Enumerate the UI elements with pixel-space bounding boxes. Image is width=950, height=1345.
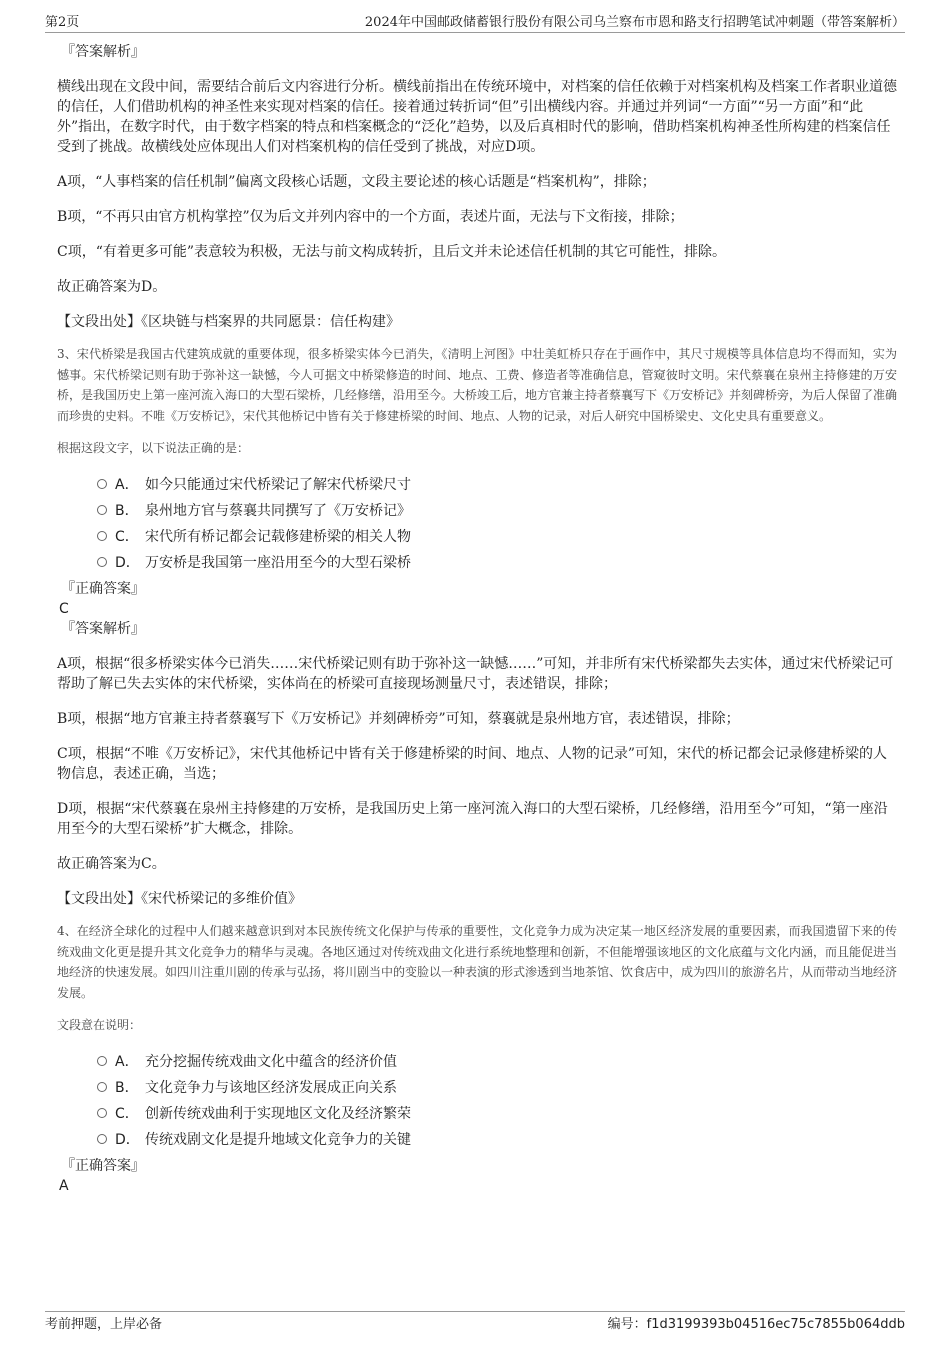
option-a[interactable]: A． 充分挖掘传统戏曲文化中蕴含的经济价值	[97, 1052, 897, 1078]
answer-label: 『正确答案』	[61, 1158, 145, 1174]
radio-button[interactable]	[97, 1082, 107, 1092]
page-content	[57, 42, 897, 1196]
option-b-analysis: B项，根据“地方官兼主持者蔡襄写下《万安桥记》并刻碑桥旁”可知，蔡襄就是泉州地方官，表述错误，排除；	[57, 711, 740, 727]
question-4-options	[57, 1052, 897, 1156]
conclusion: 故正确答案为C。	[57, 856, 166, 872]
option-c[interactable]: C． 宋代所有桥记都会记载修建桥梁的相关人物	[97, 527, 897, 553]
option-c-analysis: C项，根据“不唯《万安桥记》，宋代其他桥记中皆有关于修建桥梁的时间、地点、人物的记录”可知，宋代的桥记都会记录修建桥梁的人物信息，表述正确，当选；	[57, 746, 888, 782]
page-footer	[45, 1311, 905, 1334]
option-b-analysis: B项，“不再只由官方机构掌控”仅为后文并列内容中的一个方面，表述片面，无法与下文衔接，排除；	[57, 209, 684, 225]
question-3-options	[57, 475, 897, 579]
page-number: 第2页	[45, 15, 80, 30]
radio-button[interactable]	[97, 505, 107, 515]
radio-button[interactable]	[97, 531, 107, 541]
option-a-analysis: A项，根据“很多桥梁实体今已消失……宋代桥梁记则有助于弥补这一缺憾……”可知，并非所有宋代桥梁都失去实体，通过宋代桥梁记可帮助了解已失去实体的宋代桥梁，实体尚在的桥梁可直接现场测量尺寸，表述错误，排除；	[57, 656, 894, 692]
source-citation: 【文段出处】《宋代桥梁记的多维价值》	[57, 891, 302, 907]
radio-button[interactable]	[97, 557, 107, 567]
correct-answer: C	[59, 601, 69, 617]
radio-button[interactable]	[97, 479, 107, 489]
document-code: 编号：f1d3199393b04516ec75c7855b064ddb	[607, 1317, 905, 1332]
option-a[interactable]: A． 如今只能通过宋代桥梁记了解宋代桥梁尺寸	[97, 475, 897, 501]
option-c-analysis: C项，“有着更多可能”表意较为积极，无法与前文构成转折，且后文并未论述信任机制的其它可能性，排除。	[57, 244, 727, 260]
option-c[interactable]: C． 创新传统戏曲利于实现地区文化及经济繁荣	[97, 1104, 897, 1130]
analysis-paragraph: 横线出现在文段中间，需要结合前后文内容进行分析。横线前指出在传统环境中，对档案的信任依赖于对档案机构及档案工作者职业道德的信任，人们借助机构的神圣性来实现对档案的信任。接着通过转折词“但”引出横线内容。并通过并列词“一方面”“另一方面”和“此外”指出，在数字时代，由于数字档案的特点和档案概念的“泛化”趋势，以及后真相时代的影响，借助档案机构神圣性所构建的档案信任受到了挑战。故横线处应体现出人们对档案机构的信任受到了挑战，对应D项。	[57, 79, 897, 155]
page-header	[45, 14, 905, 33]
conclusion: 故正确答案为D。	[57, 279, 167, 295]
footer-slogan: 考前押题，上岸必备	[45, 1317, 163, 1332]
option-d-analysis: D项，根据“宋代蔡襄在泉州主持修建的万安桥，是我国历史上第一座河流入海口的大型石梁桥，几经修缮，沿用至今”可知，“第一座沿用至今的大型石梁桥”扩大概念，排除。	[57, 801, 888, 837]
question-3-prompt: 根据这段文字，以下说法正确的是：	[57, 441, 250, 455]
option-b[interactable]: B． 泉州地方官与蔡襄共同撰写了《万安桥记》	[97, 501, 897, 527]
question-4-text: 4、在经济全球化的过程中人们越来越意识到对本民族传统文化保护与传承的重要性，文化竞争力成为决定某一地区经济发展的重要因素，而我国遗留下来的传统戏曲文化更是提升其文化竞争力的精华与灵魂。各地区通过对传统戏曲文化进行系统地整理和创新，不但能增强该地区的文化底蕴与文化内涵，而且能促进当地经济的快速发展。如四川注重川剧的传承与弘扬，将川剧当中的变脸以一种表演的形式渗透到当地茶馆、饮食店中，成为四川的旅游名片，从而带动当地经济发展。	[57, 924, 898, 1000]
correct-answer: A	[59, 1178, 69, 1194]
source-citation: 【文段出处】《区块链与档案界的共同愿景：信任构建》	[57, 314, 400, 330]
radio-button[interactable]	[97, 1056, 107, 1066]
radio-button[interactable]	[97, 1108, 107, 1118]
analysis-label: 『答案解析』	[61, 44, 145, 60]
option-d[interactable]: D． 万安桥是我国第一座沿用至今的大型石梁桥	[97, 553, 897, 579]
answer-label: 『正确答案』	[61, 581, 145, 597]
question-4-prompt: 文段意在说明：	[57, 1018, 142, 1032]
option-b[interactable]: B． 文化竞争力与该地区经济发展成正向关系	[97, 1078, 897, 1104]
analysis-label: 『答案解析』	[61, 621, 145, 637]
document-title: 2024年中国邮政储蓄银行股份有限公司乌兰察布市恩和路支行招聘笔试冲刺题（带答案解析）	[364, 15, 905, 30]
question-3-text: 3、宋代桥梁是我国古代建筑成就的重要体现，很多桥梁实体今已消失，《清明上河图》中壮美虹桥只存在于画作中，其尺寸规模等具体信息均不得而知，实为憾事。宋代桥梁记则有助于弥补这一缺憾，今人可据文中桥梁修造的时间、地点、工费、修造者等准确信息，管窥彼时文明。宋代蔡襄在泉州主持修建的万安桥，是我国历史上第一座河流入海口的大型石梁桥，几经修缮，沿用至今。大桥竣工后，地方官兼主持者蔡襄写下《万安桥记》并刻碑桥旁，为后人保留了准确而珍贵的史料。不唯《万安桥记》，宋代其他桥记中皆有关于修建桥梁的时间、地点、人物的记录，对后人研究中国桥梁史、文化史具有重要意义。	[57, 347, 898, 423]
option-a-analysis: A项，“人事档案的信任机制”偏离文段核心话题，文段主要论述的核心话题是“档案机构”，排除；	[57, 174, 656, 190]
radio-button[interactable]	[97, 1134, 107, 1144]
option-d[interactable]: D． 传统戏剧文化是提升地域文化竞争力的关键	[97, 1130, 897, 1156]
